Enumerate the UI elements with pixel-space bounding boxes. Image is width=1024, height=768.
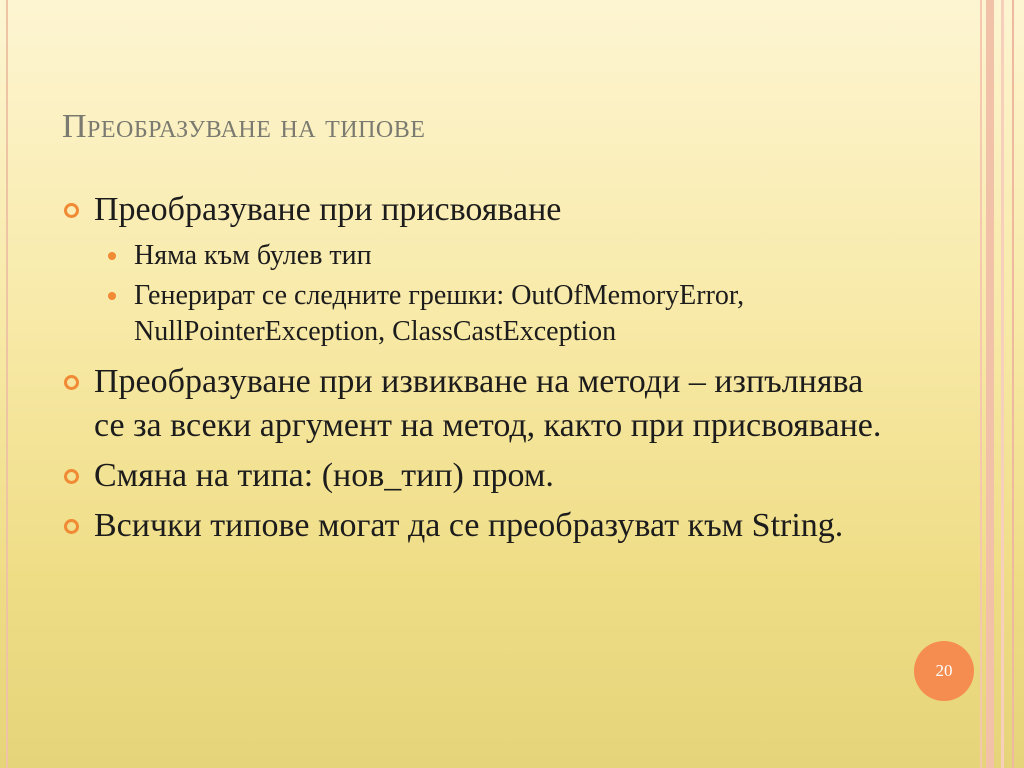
left-border-line [6,0,8,768]
bullet-ring-icon [64,203,79,218]
bullet-item [62,454,882,498]
slide-title: Преобразуване на типове [62,108,426,145]
bullet-ring-icon [64,375,79,390]
bullet-text: Преобразуване при извикване на методи – изпълнява се за всеки аргумент на метод, както при присвояване. [94,363,882,444]
bullet-ring-icon [64,469,79,484]
bullet-item [62,188,882,232]
right-border-line [1001,0,1004,768]
sub-bullet-item [134,238,882,274]
bullet-dot-icon [108,252,116,260]
bullet-dot-icon [108,292,116,300]
bullet-text: Преобразуване при присвояване [94,191,562,228]
right-border-line [980,0,982,768]
bullet-item [62,504,882,548]
slide-content [62,188,882,554]
bullet-item [62,360,882,448]
bullet-text: Смяна на типа: (нов_тип) пром. [94,457,554,494]
bullet-text: Всички типове могат да се преобразуват към String. [94,507,844,544]
bullet-ring-icon [64,519,79,534]
sub-bullet-text: Генерират се следните грешки: OutOfMemoryError, NullPointerException, ClassCastException [134,280,745,347]
page-number-badge: 20 [914,641,974,701]
right-border-stripe [986,0,994,768]
sub-bullet-text: Няма към булев тип [134,240,372,271]
right-border-line [1012,0,1014,768]
sub-bullet-item [134,278,882,350]
